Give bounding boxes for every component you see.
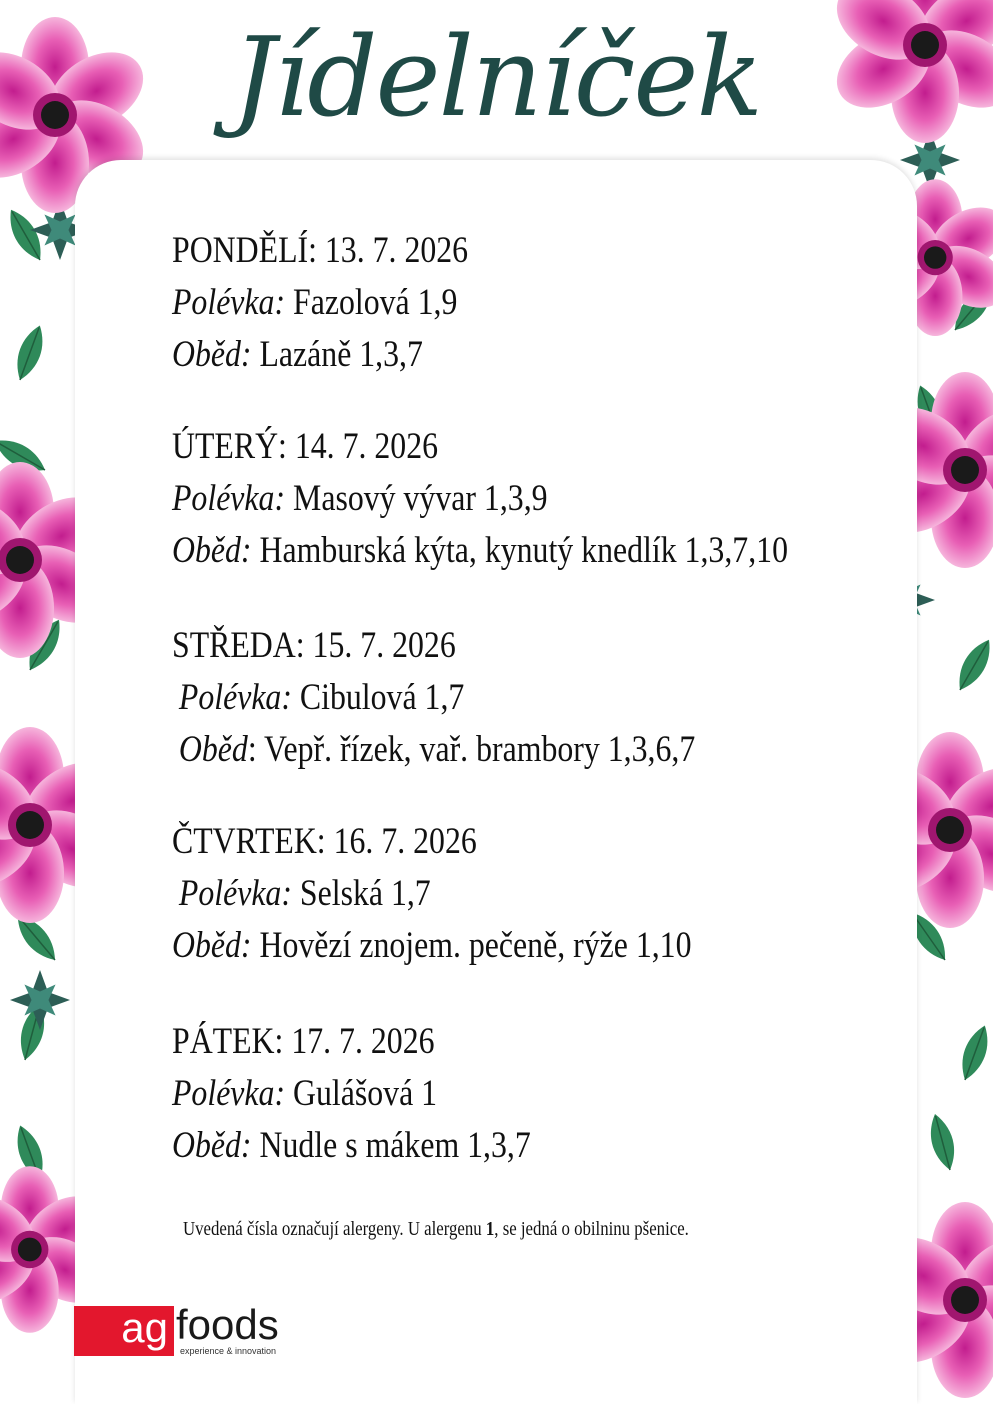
soup-value: Selská 1,7 xyxy=(291,873,431,914)
main-value: Hovězí znojem. pečeně, rýže 1,10 xyxy=(251,925,692,966)
note-allergen-number: 1 xyxy=(485,1218,495,1240)
note-text-end: , se jedná o obilninu pšenice. xyxy=(494,1218,689,1240)
allergen-note xyxy=(183,1218,689,1241)
day-header: PÁTEK: 17. 7. 2026 xyxy=(172,1021,435,1062)
soup-value: Gulášová 1 xyxy=(285,1073,438,1114)
main-value: Hamburská kýta, kynutý knedlík 1,3,7,10 xyxy=(251,530,788,571)
soup-line xyxy=(172,284,468,321)
main-label: Oběd: xyxy=(172,334,252,375)
soup-label: Polévka: xyxy=(172,1073,286,1114)
soup-label: Polévka: xyxy=(178,677,292,718)
main-label: Oběd: xyxy=(172,530,252,571)
main-line xyxy=(172,532,788,569)
day-friday xyxy=(172,1023,531,1164)
main-line xyxy=(172,927,692,964)
day-header: ÚTERÝ: 14. 7. 2026 xyxy=(172,426,439,467)
soup-label: Polévka: xyxy=(172,282,286,323)
main-value: Nudle s mákem 1,3,7 xyxy=(251,1125,531,1166)
main-value: : Vepř. řízek, vař. brambory 1,3,6,7 xyxy=(247,729,696,770)
day-header: STŘEDA: 15. 7. 2026 xyxy=(172,625,456,666)
soup-value: Fazolová 1,9 xyxy=(285,282,458,323)
day-wednesday xyxy=(172,627,695,768)
day-monday xyxy=(172,232,468,373)
main-line xyxy=(172,1127,531,1164)
main-line xyxy=(172,731,695,768)
soup-line xyxy=(172,480,788,517)
logo-tagline: experience & innovation xyxy=(180,1346,277,1356)
main-label: Oběd: xyxy=(172,1125,252,1166)
day-tuesday xyxy=(172,428,788,569)
soup-value: Cibulová 1,7 xyxy=(291,677,465,718)
main-line xyxy=(172,336,468,373)
soup-line xyxy=(172,679,695,716)
soup-label: Polévka: xyxy=(178,873,292,914)
main-label: Oběd: xyxy=(172,925,252,966)
page-title: Jídelníček xyxy=(231,13,762,141)
day-header: PONDĚLÍ: 13. 7. 2026 xyxy=(172,230,469,271)
soup-value: Masový vývar 1,3,9 xyxy=(285,478,548,519)
logo-ag: ag xyxy=(74,1306,174,1356)
main-label: Oběd xyxy=(178,729,248,770)
soup-line xyxy=(172,1075,531,1112)
day-header: ČTVRTEK: 16. 7. 2026 xyxy=(172,821,477,862)
main-value: Lazáně 1,3,7 xyxy=(251,334,423,375)
note-text: Uvedená čísla označují alergeny. U alergenu xyxy=(183,1218,486,1240)
soup-label: Polévka: xyxy=(172,478,286,519)
logo-foods: foods xyxy=(176,1301,279,1348)
soup-line xyxy=(172,875,692,912)
day-thursday xyxy=(172,823,692,964)
